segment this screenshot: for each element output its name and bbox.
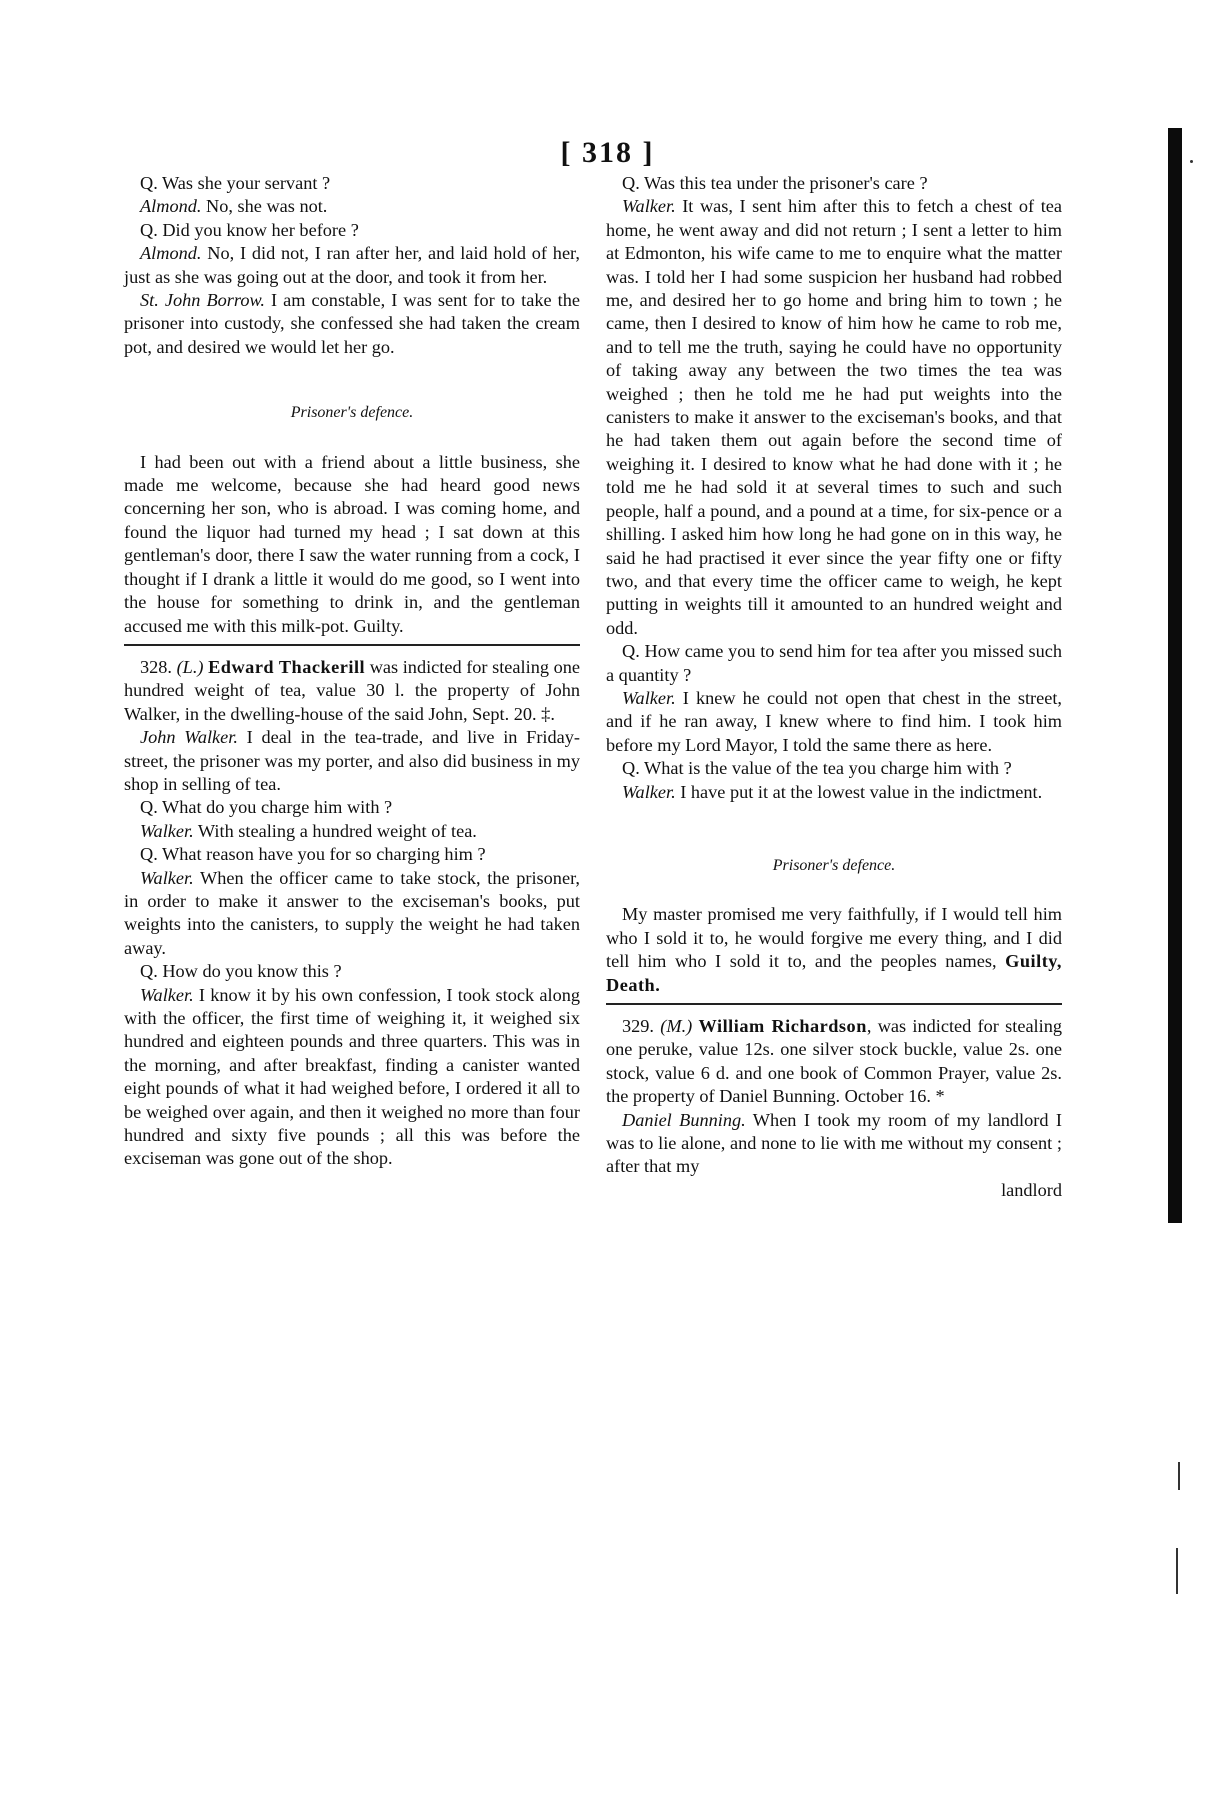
case-heading: 329. (M.) William Richardson, was indicted for stealing one peruke, value 12s. one silver stock buckle, value 2s. one stock, value 6 d. and one book of Common Prayer, value 2s. the property of Daniel Bunning. October 16. * (606, 1016, 1062, 1107)
defence-heading: Prisoner's defence. (290, 404, 414, 422)
catchword: landlord (1001, 1179, 1062, 1200)
testimony-line: Walker. When the officer came to take stock, the prisoner, in order to make it answer to the exciseman's books, put weights into the canisters, to supply the weight he had taken away. (124, 867, 580, 958)
testimony-line: Q. Was this tea under the prisoner's care ? (622, 173, 928, 193)
verdict: Guilty. (353, 615, 404, 636)
testimony-line: St. John Borrow. I am constable, I was sent for to take the prisoner into custody, she confessed she had taken the cream pot, and desired we would let her go. (124, 290, 580, 357)
testimony-line: Almond. No, she was not. (140, 196, 328, 217)
testimony-line: Walker. I knew he could not open that chest in the street, and if he ran away, I knew where to find him. I took him before my Lord Mayor, I told the same there as here. (606, 687, 1062, 755)
page-number: [ 318 ] (560, 136, 655, 169)
binding-shadow (1168, 128, 1182, 1223)
case-heading: 328. (L.) Edward Thackerill was indicted for stealing one hundred weight of tea, value 30 l. the property of John Walker, in the dwelling-house of the said John, Sept. 20. ‡. (124, 656, 580, 724)
scan-mark (1178, 1462, 1180, 1490)
testimony-line: Walker. I have put it at the lowest value in the indictment. (622, 781, 1043, 802)
defendant-name: William Richardson (698, 1016, 867, 1036)
testimony-line: Q. Did you know her before ? (140, 219, 359, 240)
defendant-name: Edward Thackerill (208, 656, 366, 677)
testimony-line: Almond. No, I did not, I ran after her, and laid hold of her, just as she was going out at the door, and took it from her. (124, 243, 580, 287)
right-column (606, 172, 1062, 1202)
testimony-line: Q. How came you to send him for tea after you missed such a quantity ? (606, 641, 1062, 685)
testimony-line: Walker. With stealing a hundred weight of tea. (140, 820, 477, 841)
defence-heading: Prisoner's defence. (772, 856, 896, 874)
testimony-line: Q. What is the value of the tea you charge him with ? (622, 758, 1012, 779)
case-divider (124, 644, 580, 646)
testimony-line: John Walker. I deal in the tea-trade, and live in Friday-street, the prisoner was my porter, and also did business in my shop in selling of tea. (124, 727, 580, 794)
scan-mark (1190, 160, 1193, 163)
left-column (124, 172, 580, 1171)
case-divider (606, 1003, 1062, 1005)
testimony-line: Q. How do you know this ? (140, 961, 342, 982)
testimony-line: Walker. I know it by his own confession, I took stock along with the officer, the first time of weighing it, it weighed six hundred and eighteen pounds and three quarters. This was in the morning, and after breakfast, finding a canister wanted eight pounds of what it had weighed before, I ordered it all to be weighed over again, and then it weighed no more than four hundred and sixty five pounds ; all this was before the exciseman was gone out of the shop. (124, 984, 580, 1169)
testimony-line: Daniel Bunning. When I took my room of my landlord I was to lie alone, and none to lie with me without my consent ; after that my (606, 1109, 1062, 1177)
defence-statement: My master promised me very faithfully, if I would tell him who I sold it to, he would forgive me every thing, and I did tell him who I sold it to, and the peoples names, Guilty, Death. (606, 904, 1062, 995)
verdict: Guilty, Death. (606, 951, 1062, 995)
scan-mark (1176, 1548, 1178, 1594)
testimony-line: Q. Was she your servant ? (140, 173, 331, 193)
testimony-line: Q. What reason have you for so charging him ? (140, 844, 486, 865)
testimony-line: Walker. It was, I sent him after this to fetch a chest of tea home, he went away and did not return ; I sent a letter to him at Edmonton, his wife came to me to enquire what the matter was. I told her I had some suspicion her husband had robbed me, and desired her to go home and bring him to town ; he came, then I desired to know of him how he came to rob me, and to tell me the truth, saying he could have no opportunity of taking away any between the two times the tea was weighed ; then he told me he had put weights into the canisters to make it answer to the exciseman's books, and that he had taken them out again before the second time of weighing it. I desired to know what he had done with it ; he told me he had sold it at several times to such and such people, half a pound, and a pound at a time, for six-pence or a shilling. I asked him how long he had gone on in this way, he said he had practised it ever since the year fifty one or fifty two, and that every time the officer came to weigh, he kept putting in weights till it amounted to an hundred weight and odd. (606, 196, 1062, 638)
defence-statement: I had been out with a friend about a little business, she made me welcome, because she had heard good news concerning her son, who is abroad. I was coming home, and found the liquor had turned my head ; I sat down at this gentleman's door, there I saw the water running from a cock, I thought if I drank a little it would do me good, so I went into the house for something to drink in, and the gentleman accused me with this milk-pot. Guilty. (124, 451, 580, 636)
testimony-line: Q. What do you charge him with ? (140, 797, 393, 818)
